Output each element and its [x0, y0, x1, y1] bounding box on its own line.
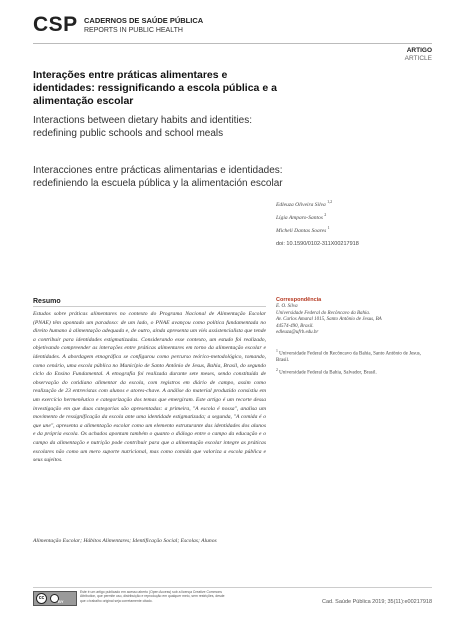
correspondence-address: E. O. Silva Universidade Federal do Recôncavo da Bahia. Av. Carlos Amaral 1015, Santo Antônio de Jesus, BA 44574-490, Brasil. edleuza@ufrb.edu.br — [276, 304, 436, 337]
affiliation: $^1$ Universidade Federal do Recôncavo da Bahia, Santo Antônio de Jesus, Brasil. — [276, 349, 421, 364]
keywords: Alimentação Escolar; Hábitos Alimentares; Identificação Social; Escolas; Alunos — [33, 538, 217, 544]
journal-logo: CSP — [33, 13, 78, 36]
doi-link[interactable]: doi: 10.1590/0102-311X00217918 — [276, 241, 359, 247]
correspondence-email[interactable]: edleuza@ufrb.edu.br — [276, 330, 319, 335]
title-portuguese: Interações entre práticas alimentares e identidades: ressignificando a escola pública e a alimentação escolar — [33, 69, 277, 107]
journal-name: CADERNOS DE SAÚDE PÚBLICA — [84, 16, 204, 25]
affiliations — [276, 348, 431, 381]
author: Edleuza Oliveira Silva $^{1,2}$ — [276, 199, 333, 208]
footer-divider — [33, 587, 432, 588]
abstract-body: Estudos sobre práticas alimentares no contexto do Programa Nacional de Alimentação Escolar (PNAE) têm apontado um paradoxo: de um lado, o PNAE avançou como política fundamentada no direito humano à alimentação adequada e, de outro, ainda apresenta um viés assistencialista que tende a contribuir para identidades estigmatizadas. Considerando esse contexto, um estudo foi realizado, objetivando compreender as interações entre práticas alimentares em torno da alimentação escolar e identidades. A abordagem etnográfica se configurou como percurso teórico-metodológico, tomando, como cenário, uma escola pública no Município de Santo Antônio de Jesus, Bahia, Brasil, do segundo ciclo do Ensino Fundamental. A etnografia foi realizada durante sete meses, sendo constituída de observação do cotidiano alimentar da escola, com registros em diário de campo, assim como realização de 23 entrevistas com alunos e atores-chave. A análise do material produzido consistiu em um exercício hermenêutico e categorização dos temas que emergiram. Este artigo é um recorte dessa investigação em que duas categorias são apresentadas: a primeira, "A escola é nossa", analisa um movimento de ressignificação da escola ante uma identidade estigmatizada; a segunda, "A comida é o que une", apresenta a alimentação escolar como um elemento estruturante das identidades dos alunos e da própria escola. Os achados apontam também o quanto o diálogo entre o campo da educação e o campo da alimentação e nutrição pode contribuir para que a alimentação escolar integre as práticas escolares não como um mero suporte nutricional, mas como comida que valoriza a escola pública e seus sujeitos. — [33, 311, 266, 464]
title-english: Interactions between dietary habits and identities: redefining public schools and school meals — [33, 115, 253, 139]
cc-icon: cc — [36, 593, 47, 604]
by-label: BY — [58, 599, 64, 604]
author: Lígia Amparo-Santos $^2$ — [276, 211, 327, 221]
affiliation: $^2$ Universidade Federal da Bahia, Salvador, Brasil. — [276, 368, 377, 377]
title-spanish: Interacciones entre prácticas alimentarias e identidades: redefiniendo la escuela pública y la alimentación escolar — [33, 165, 283, 189]
journal-name-english: REPORTS IN PUBLIC HEALTH — [84, 27, 183, 34]
correspondence-heading: Correspondência — [276, 297, 322, 303]
correspondence-block — [276, 296, 436, 337]
article-type-pt: ARTIGO — [406, 47, 432, 54]
creative-commons-badge[interactable] — [33, 591, 77, 606]
article-type — [405, 47, 432, 63]
author: Micheli Dantas Soares $^1$ — [276, 224, 330, 234]
citation: Cad. Saúde Pública 2019; 35(11):e00217918 — [322, 599, 432, 605]
header-divider — [33, 43, 432, 44]
license-text: Este é um artigo publicado em acesso aberto (Open Access) sob a licença Creative Commons Attribution, que permite uso, distribuição e reprodução em qualquer meio, sem restrições, desde que o trabalho original seja corretamente citado. — [80, 590, 225, 603]
article-type-en: ARTICLE — [404, 55, 432, 62]
abstract-divider — [33, 306, 266, 307]
abstract-heading: Resumo — [33, 298, 61, 305]
author-list — [276, 197, 332, 235]
journal-header — [33, 13, 233, 39]
